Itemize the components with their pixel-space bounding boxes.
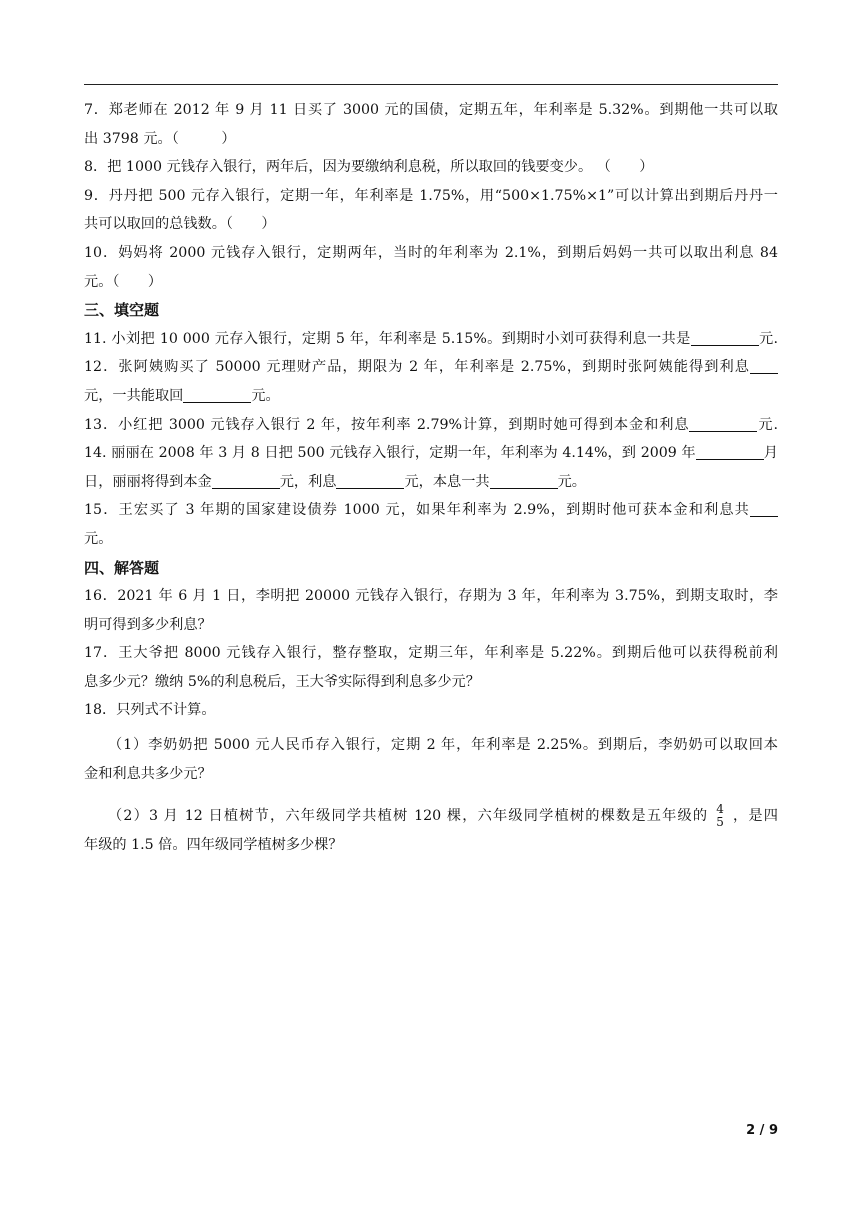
fraction-denominator: 5	[716, 815, 724, 830]
question-18	[84, 696, 778, 859]
question-18-sub-2-text-a: （2）3 月 12 日植树节，六年级同学共植树 120 棵，六年级同学植树的棵数是五年级的	[108, 808, 709, 825]
question-14	[84, 439, 778, 496]
question-17-line-1: 17．王大爷把 8000 元钱存入银行，整存整取，定期三年，年利率是 5.22%。到期后他可以获得税前利	[84, 645, 778, 662]
question-17-line-2: 息多少元？缴纳 5%的利息税后，王大爷实际得到利息多少元？	[84, 673, 480, 690]
answer-blank[interactable]	[696, 443, 764, 460]
question-10-line-2: 元。（ ）	[84, 273, 163, 290]
question-11-text: 11. 小刘把 10 000 元存入银行，定期 5 年，年利率是 5.15%。到期时小刘可获得利息一共是	[84, 330, 691, 347]
question-8-line-1: 8．把 1000 元钱存入银行，两年后，因为要缴纳利息税，所以取回的钱要变少。 （ ）	[84, 159, 654, 176]
answer-blank[interactable]	[689, 415, 757, 432]
question-11-line-1	[84, 325, 778, 354]
question-9-line-1: 9．丹丹把 500 元存入银行，定期一年，年利率是 1.75%，用“500×1.75%×1”可以计算出到期后丹丹一	[84, 187, 778, 204]
question-12-text: 12．张阿姨购买了 50000 元理财产品，期限为 2 年，年利率是 2.75%，到期时张阿姨能得到利息	[84, 359, 750, 376]
page-number: 2 / 9	[746, 1123, 778, 1138]
fraction-numerator: 4	[716, 802, 724, 817]
answer-blank[interactable]	[691, 329, 759, 346]
question-13-text: 13．小红把 3000 元钱存入银行 2 年，按年利率 2.79%计算，到期时她可得到本金和利息	[84, 416, 690, 433]
question-10	[84, 239, 778, 296]
question-12-text-2b: 元。	[251, 387, 280, 404]
question-14-line-2	[84, 468, 778, 497]
answer-blank[interactable]	[183, 386, 251, 403]
question-14-text-2b: 元，利息	[279, 473, 337, 490]
question-15	[84, 496, 778, 553]
question-15-text: 15．王宏买了 3 年期的国家建设债券 1000 元，如果年利率为 2.9%，到期时他可获本金和利息共	[84, 502, 750, 519]
question-14-text: 14. 丽丽在 2008 年 3 月 8 日把 500 元钱存入银行，定期一年，年利率为 4.14%，到 2009 年	[84, 445, 696, 462]
question-16	[84, 582, 778, 639]
answer-blank[interactable]	[336, 472, 404, 489]
header-rule	[84, 84, 778, 85]
question-13-tail: 元.	[757, 416, 778, 433]
question-16-line-2: 明可得到多少利息？	[84, 616, 212, 633]
answer-blank[interactable]	[212, 472, 280, 489]
question-18-sub-2-line-1	[84, 802, 778, 831]
question-18-title: 18．只列式不计算。	[84, 702, 216, 719]
question-14-text-2c: 元，本息一共	[404, 473, 490, 490]
section-4-heading: 四、解答题	[84, 558, 160, 577]
worksheet-body	[84, 96, 778, 859]
question-7-line-2: 出 3798 元。（ ）	[84, 130, 236, 147]
question-9	[84, 182, 778, 239]
question-10-line-1: 10．妈妈将 2000 元钱存入银行，定期两年，当时的年利率为 2.1%，到期后妈妈一共可以取出利息 84	[84, 244, 778, 261]
question-18-sub-2-text-b: ，是四	[731, 808, 778, 825]
question-14-line-1	[84, 439, 778, 468]
question-7	[84, 96, 778, 153]
question-15-line-1	[84, 496, 778, 525]
question-11-tail: 元.	[758, 330, 778, 347]
question-12-line-1	[84, 353, 778, 382]
question-8	[84, 153, 778, 182]
question-18-sub-1-line-1: （1）李奶奶把 5000 元人民币存入银行，定期 2 年，年利率是 2.25%。到期后，李奶奶可以取回本	[108, 737, 778, 754]
answer-blank[interactable]	[490, 472, 558, 489]
question-17	[84, 639, 778, 696]
answer-blank[interactable]	[750, 500, 778, 517]
question-14-tail: 月	[763, 445, 778, 462]
question-9-line-2: 共可以取回的总钱数。（ ）	[84, 216, 276, 233]
question-13	[84, 411, 778, 440]
fraction	[716, 803, 724, 829]
question-13-line-1	[84, 411, 778, 440]
section-3-heading: 三、填空题	[84, 301, 160, 320]
question-7-line-1: 7．郑老师在 2012 年 9 月 11 日买了 3000 元的国债，定期五年，年利率是 5.32%。到期他一共可以取	[84, 102, 778, 118]
question-11	[84, 325, 778, 354]
answer-blank[interactable]	[750, 357, 778, 374]
question-14-text-2d: 元。	[557, 473, 586, 490]
question-16-line-1: 16．2021 年 6 月 1 日，李明把 20000 元钱存入银行，存期为 3 年，年利率为 3.75%，到期支取时，李	[84, 588, 778, 605]
question-15-line-2: 元。	[84, 530, 113, 547]
question-12-text-2a: 元，一共能取回	[84, 387, 184, 404]
question-14-text-2a: 日，丽丽将得到本金	[84, 473, 212, 490]
question-18-sub-1-line-2: 金和利息共多少元？	[84, 765, 212, 782]
question-12	[84, 353, 778, 410]
question-12-line-2	[84, 382, 778, 411]
question-18-sub-2-line-2: 年级的 1.5 倍。四年级同学植树多少棵？	[84, 836, 343, 853]
